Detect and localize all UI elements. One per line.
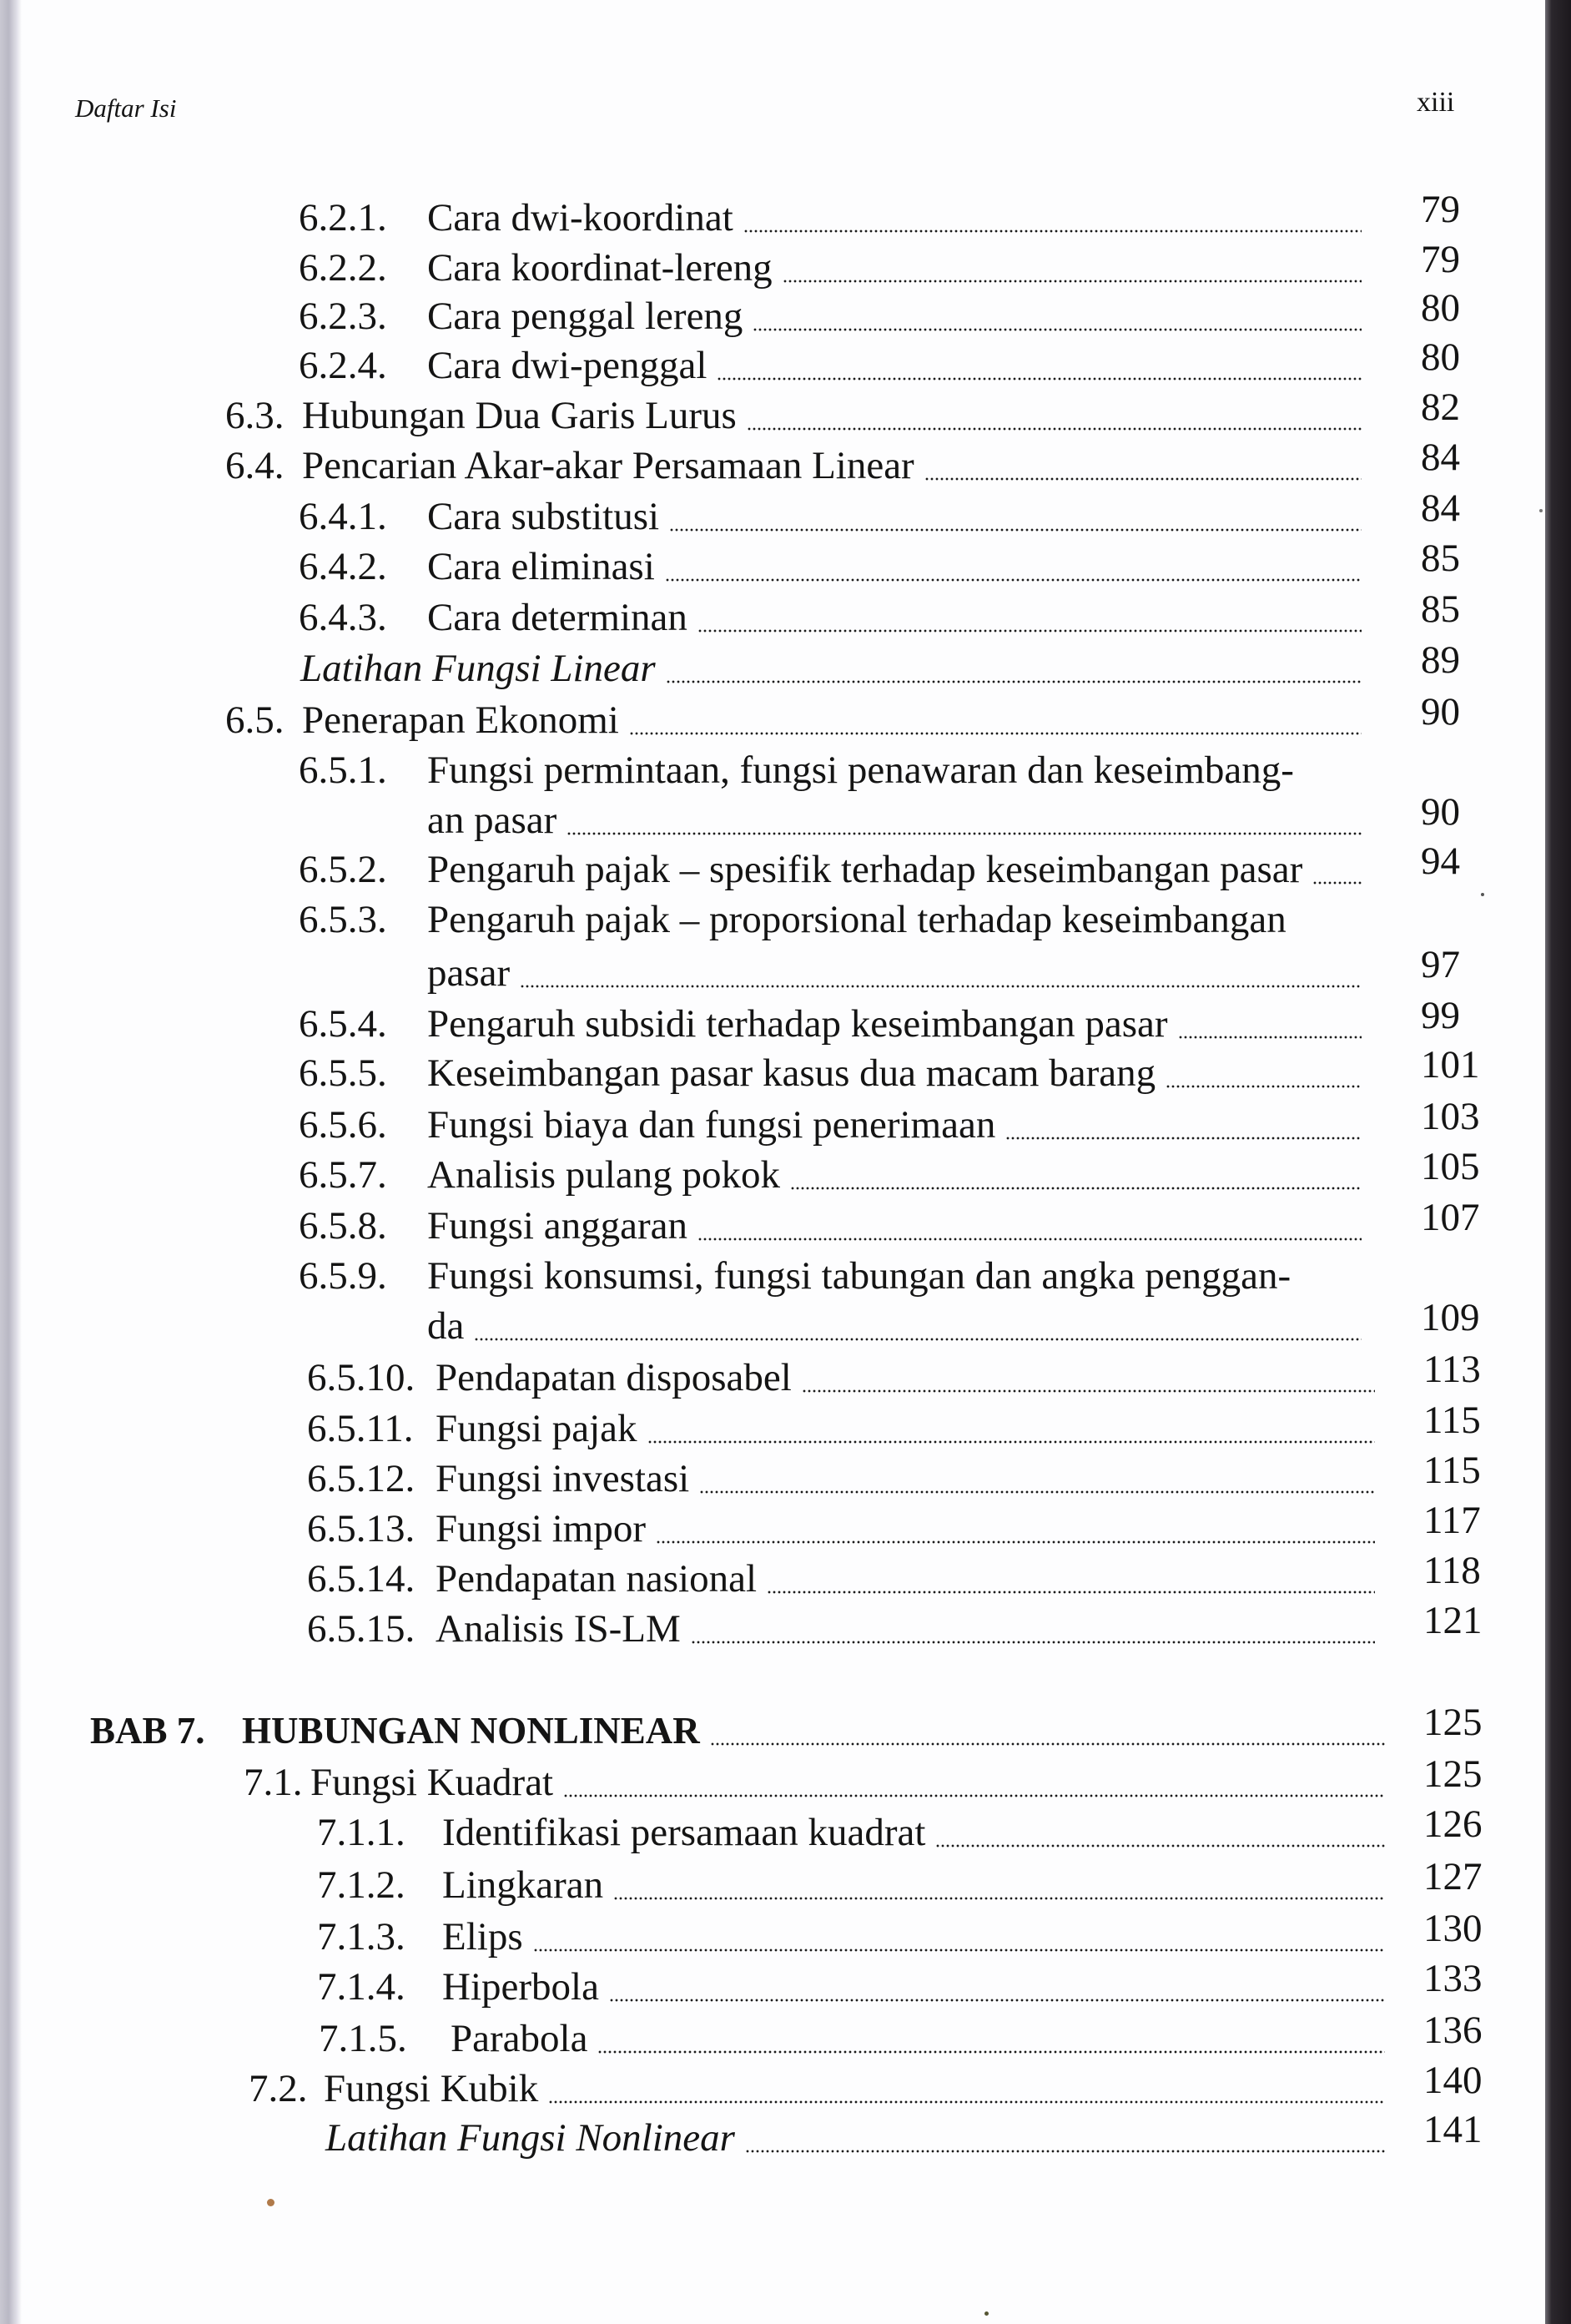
toc-entry-page-number: 84 bbox=[1421, 486, 1460, 530]
toc-entry bbox=[0, 994, 1571, 1049]
toc-entry-number: 6.5.4. bbox=[299, 1002, 387, 1046]
toc-entry-label: Cara penggal lereng bbox=[427, 295, 743, 338]
scan-speck bbox=[1481, 893, 1484, 896]
dot-leader bbox=[548, 2100, 1385, 2104]
toc-entry-page-number: 118 bbox=[1423, 1549, 1481, 1592]
toc-entry bbox=[0, 1348, 1571, 1403]
toc-entry-number: 7.1.2. bbox=[317, 1863, 405, 1907]
toc-entry-continuation bbox=[0, 1296, 1571, 1351]
toc-entry-page-number: 99 bbox=[1421, 994, 1460, 1037]
toc-entry-label: Keseimbangan pasar kasus dua macam barang bbox=[427, 1051, 1156, 1095]
toc-entry-label: Analisis pulang pokok bbox=[427, 1153, 780, 1197]
toc-entry-page-number: 125 bbox=[1423, 1752, 1483, 1796]
toc-entry-page-number: 133 bbox=[1423, 1957, 1483, 2000]
toc-entry-label: Latihan Fungsi Nonlinear bbox=[325, 2116, 735, 2160]
toc-entry-number: 6.4.1. bbox=[299, 495, 387, 538]
toc-entry-page-number: 141 bbox=[1423, 2108, 1483, 2151]
toc-entry-number: 6.5.7. bbox=[299, 1153, 387, 1197]
toc-entry-number: 6.5.1. bbox=[299, 749, 387, 792]
toc-entry bbox=[0, 1095, 1571, 1150]
dot-leader bbox=[1312, 881, 1362, 885]
toc-entry-continuation bbox=[0, 943, 1571, 998]
dot-leader bbox=[474, 1338, 1362, 1341]
scan-speck bbox=[267, 2199, 274, 2206]
toc-entry-label: Parabola bbox=[451, 2017, 588, 2060]
toc-entry-number: 6.5.8. bbox=[299, 1204, 387, 1248]
toc-entry-label: Fungsi anggaran bbox=[427, 1204, 687, 1248]
toc-entry-label: Cara determinan bbox=[427, 596, 687, 639]
toc-entry-page-number: 84 bbox=[1421, 436, 1460, 479]
dot-leader bbox=[697, 629, 1362, 633]
toc-entry-label: Cara dwi-penggal bbox=[427, 344, 707, 387]
toc-entry-page-number: 85 bbox=[1421, 587, 1460, 631]
toc-entry bbox=[0, 238, 1571, 293]
dot-leader bbox=[563, 1794, 1385, 1797]
dot-leader bbox=[669, 528, 1362, 532]
toc-entry bbox=[0, 1907, 1571, 1962]
toc-entry-page-number: 126 bbox=[1423, 1802, 1483, 1846]
toc-entry bbox=[0, 1399, 1571, 1454]
scan-speck bbox=[1539, 509, 1543, 512]
dot-leader bbox=[767, 1591, 1375, 1594]
toc-entry bbox=[0, 1855, 1571, 1910]
toc-entry-label: Fungsi permintaan, fungsi penawaran dan keseimbang- bbox=[427, 749, 1294, 792]
toc-entry bbox=[0, 1599, 1571, 1654]
dot-leader bbox=[533, 1948, 1385, 1952]
toc-entry-label: Cara substitusi bbox=[427, 495, 660, 538]
toc-entry bbox=[0, 587, 1571, 643]
toc-entry bbox=[0, 2009, 1571, 2064]
scan-speck bbox=[984, 2311, 989, 2316]
dot-leader bbox=[935, 1844, 1385, 1848]
dot-leader bbox=[609, 1999, 1385, 2002]
toc-entry-page-number: 115 bbox=[1423, 1449, 1481, 1492]
toc-entry-number: 7.1. bbox=[244, 1761, 303, 1804]
toc-entry-label: Pengaruh pajak – proporsional terhadap keseimbangan bbox=[427, 898, 1287, 941]
toc-entry bbox=[0, 286, 1571, 341]
toc-entry-page-number: 109 bbox=[1421, 1296, 1480, 1339]
toc-entry-number: 6.5.14. bbox=[307, 1557, 415, 1601]
dot-leader bbox=[597, 2050, 1385, 2054]
toc-entry bbox=[0, 486, 1571, 542]
toc-entry-label-continuation: an pasar bbox=[427, 799, 557, 842]
toc-entry-label: Fungsi konsumsi, fungsi tabungan dan angka penggan- bbox=[427, 1254, 1292, 1298]
toc-entry bbox=[0, 1957, 1571, 2012]
dot-leader bbox=[783, 280, 1362, 283]
toc-entry-number: 6.5.15. bbox=[307, 1607, 415, 1651]
toc-entry bbox=[0, 436, 1571, 491]
toc-entry bbox=[0, 1499, 1571, 1554]
dot-leader bbox=[1005, 1137, 1362, 1140]
toc-entry-label: Fungsi impor bbox=[436, 1507, 647, 1550]
toc-entry bbox=[0, 386, 1571, 441]
toc-entry-page-number: 140 bbox=[1423, 2059, 1483, 2102]
page-number: xiii bbox=[1417, 87, 1455, 118]
toc-entry bbox=[0, 745, 1571, 795]
toc-entry-label: Hubungan Dua Garis Lurus bbox=[302, 394, 737, 437]
toc-entry-label: Fungsi pajak bbox=[436, 1407, 637, 1450]
toc-entry-number: 6.5.11. bbox=[307, 1407, 414, 1450]
toc-entry-page-number: 97 bbox=[1421, 943, 1460, 986]
toc-entry-number: 6.2.4. bbox=[299, 344, 387, 387]
toc-entry-label: Cara eliminasi bbox=[427, 545, 655, 588]
dot-leader bbox=[924, 477, 1362, 481]
toc-entry-page-number: 105 bbox=[1421, 1145, 1480, 1188]
toc-entry bbox=[0, 188, 1571, 243]
dot-leader bbox=[753, 328, 1362, 331]
dot-leader bbox=[697, 1238, 1362, 1241]
toc-entry-label: Hiperbola bbox=[442, 1965, 599, 2009]
toc-entry bbox=[0, 895, 1571, 945]
toc-entry-number: 7.2. bbox=[249, 2067, 308, 2110]
toc-entry-page-number: 79 bbox=[1421, 188, 1460, 231]
toc-entry bbox=[0, 1549, 1571, 1604]
dot-leader bbox=[790, 1187, 1362, 1190]
toc-entry-number: 6.5. bbox=[225, 698, 284, 742]
toc-entry-label: Latihan Fungsi Linear bbox=[300, 647, 656, 690]
toc-entry-label: Lingkaran bbox=[442, 1863, 604, 1907]
toc-entry-number: 6.3. bbox=[225, 394, 284, 437]
toc-entry-page-number: 117 bbox=[1423, 1499, 1481, 1542]
dot-leader bbox=[691, 1641, 1375, 1644]
dot-leader bbox=[656, 1540, 1375, 1544]
toc-entry-page-number: 79 bbox=[1421, 238, 1460, 281]
toc-entry-number: 6.5.6. bbox=[299, 1103, 387, 1147]
toc-entry-number: 6.4.3. bbox=[299, 596, 387, 639]
toc-entry-label: Elips bbox=[442, 1915, 523, 1959]
toc-entry-number: 6.5.13. bbox=[307, 1507, 415, 1550]
toc-entry bbox=[0, 537, 1571, 592]
toc-entry-page-number: 121 bbox=[1423, 1599, 1483, 1642]
toc-entry-number: 6.5.5. bbox=[299, 1051, 387, 1095]
toc-entry bbox=[0, 1251, 1571, 1301]
dot-leader bbox=[666, 680, 1362, 683]
toc-entry-page-number: 80 bbox=[1421, 335, 1460, 379]
toc-entry-number: 7.1.4. bbox=[317, 1965, 405, 2009]
toc-entry-number: 6.5.12. bbox=[307, 1457, 415, 1500]
toc-entry-page-number: 85 bbox=[1421, 537, 1460, 580]
toc-entry-label: Fungsi Kuadrat bbox=[310, 1761, 554, 1804]
toc-entry-label: Pendapatan nasional bbox=[436, 1557, 758, 1601]
toc-entry-page-number: 107 bbox=[1421, 1196, 1480, 1239]
toc-entry-label: Penerapan Ekonomi bbox=[302, 698, 619, 742]
toc-entry-label: Identifikasi persamaan kuadrat bbox=[442, 1811, 926, 1854]
toc-entry-page-number: 94 bbox=[1421, 839, 1460, 883]
toc-entry-number: 6.4. bbox=[225, 444, 284, 487]
toc-entry bbox=[0, 2059, 1571, 2114]
toc-entry-number: BAB 7. bbox=[90, 1710, 205, 1752]
toc-entry-label: Analisis IS-LM bbox=[436, 1607, 681, 1651]
toc-entry-number: 7.1.3. bbox=[317, 1915, 405, 1959]
toc-entry-label: Fungsi biaya dan fungsi penerimaan bbox=[427, 1103, 996, 1147]
toc-entry-number: 7.1.5. bbox=[319, 2017, 407, 2060]
dot-leader bbox=[629, 732, 1362, 735]
toc-entry bbox=[0, 335, 1571, 391]
dot-leader bbox=[745, 2150, 1385, 2153]
toc-entry bbox=[0, 839, 1571, 895]
toc-entry bbox=[0, 690, 1571, 745]
dot-leader bbox=[699, 1490, 1375, 1494]
toc-entry-page-number: 90 bbox=[1421, 690, 1460, 733]
toc-entry-page-number: 130 bbox=[1423, 1907, 1483, 1950]
toc-entry-label: HUBUNGAN NONLINEAR bbox=[242, 1710, 700, 1752]
toc-entry-page-number: 89 bbox=[1421, 638, 1460, 682]
dot-leader bbox=[1166, 1085, 1362, 1088]
toc-entry-page-number: 80 bbox=[1421, 286, 1460, 330]
toc-entry bbox=[0, 1043, 1571, 1098]
toc-entry-number: 6.5.9. bbox=[299, 1254, 387, 1298]
toc-chapter-entry bbox=[0, 1701, 1571, 1756]
dot-leader bbox=[717, 377, 1362, 381]
toc-entry bbox=[0, 1802, 1571, 1858]
toc-entry-number: 6.2.2. bbox=[299, 246, 387, 290]
toc-entry-page-number: 101 bbox=[1421, 1043, 1480, 1086]
dot-leader bbox=[802, 1389, 1375, 1393]
dot-leader bbox=[743, 229, 1362, 233]
toc-entry-number: 6.2.3. bbox=[299, 295, 387, 338]
toc-entry-label: Cara dwi-koordinat bbox=[427, 196, 733, 239]
toc-entry-page-number: 90 bbox=[1421, 790, 1460, 834]
toc-entry-number: 6.5.3. bbox=[299, 898, 387, 941]
toc-entry-page-number: 115 bbox=[1423, 1399, 1481, 1442]
dot-leader bbox=[647, 1440, 1375, 1444]
dot-leader bbox=[665, 578, 1362, 582]
toc-entry-page-number: 82 bbox=[1421, 386, 1460, 429]
toc-entry-page-number: 125 bbox=[1423, 1701, 1483, 1744]
toc-entry-label-continuation: pasar bbox=[427, 951, 511, 995]
toc-entry-page-number: 127 bbox=[1423, 1855, 1483, 1898]
toc-entry bbox=[0, 1449, 1571, 1504]
dot-leader bbox=[520, 985, 1362, 988]
dot-leader bbox=[1178, 1036, 1362, 1039]
dot-leader bbox=[566, 832, 1362, 835]
toc-entry bbox=[0, 1196, 1571, 1251]
toc-entry bbox=[0, 1145, 1571, 1200]
toc-entry bbox=[0, 2108, 1571, 2163]
dot-leader bbox=[747, 427, 1362, 431]
toc-entry-number: 6.4.2. bbox=[299, 545, 387, 588]
toc-entry-label: Pengaruh subsidi terhadap keseimbangan pasar bbox=[427, 1002, 1168, 1046]
toc-entry bbox=[0, 638, 1571, 693]
dot-leader bbox=[613, 1897, 1385, 1900]
toc-entry-number: 7.1.1. bbox=[317, 1811, 405, 1854]
toc-entry-page-number: 113 bbox=[1423, 1348, 1481, 1391]
toc-entry-label: Pendapatan disposabel bbox=[436, 1356, 792, 1399]
toc-entry-label: Pencarian Akar-akar Persamaan Linear bbox=[302, 444, 914, 487]
toc-entry-label-continuation: da bbox=[427, 1304, 465, 1348]
toc-entry-label: Cara koordinat-lereng bbox=[427, 246, 773, 290]
running-title: Daftar Isi bbox=[75, 93, 177, 123]
toc-entry-page-number: 103 bbox=[1421, 1095, 1480, 1138]
toc-entry-continuation bbox=[0, 790, 1571, 845]
toc-entry-number: 6.2.1. bbox=[299, 196, 387, 239]
toc-entry-label: Fungsi investasi bbox=[436, 1457, 690, 1500]
toc-entry bbox=[0, 1752, 1571, 1807]
toc-entry-number: 6.5.2. bbox=[299, 848, 387, 891]
dot-leader bbox=[710, 1742, 1385, 1746]
toc-entry-label: Fungsi Kubik bbox=[324, 2067, 539, 2110]
toc-entry-page-number: 136 bbox=[1423, 2009, 1483, 2052]
toc-entry-number: 6.5.10. bbox=[307, 1356, 415, 1399]
toc-entry-label: Pengaruh pajak – spesifik terhadap keseimbangan pasar bbox=[427, 848, 1303, 891]
